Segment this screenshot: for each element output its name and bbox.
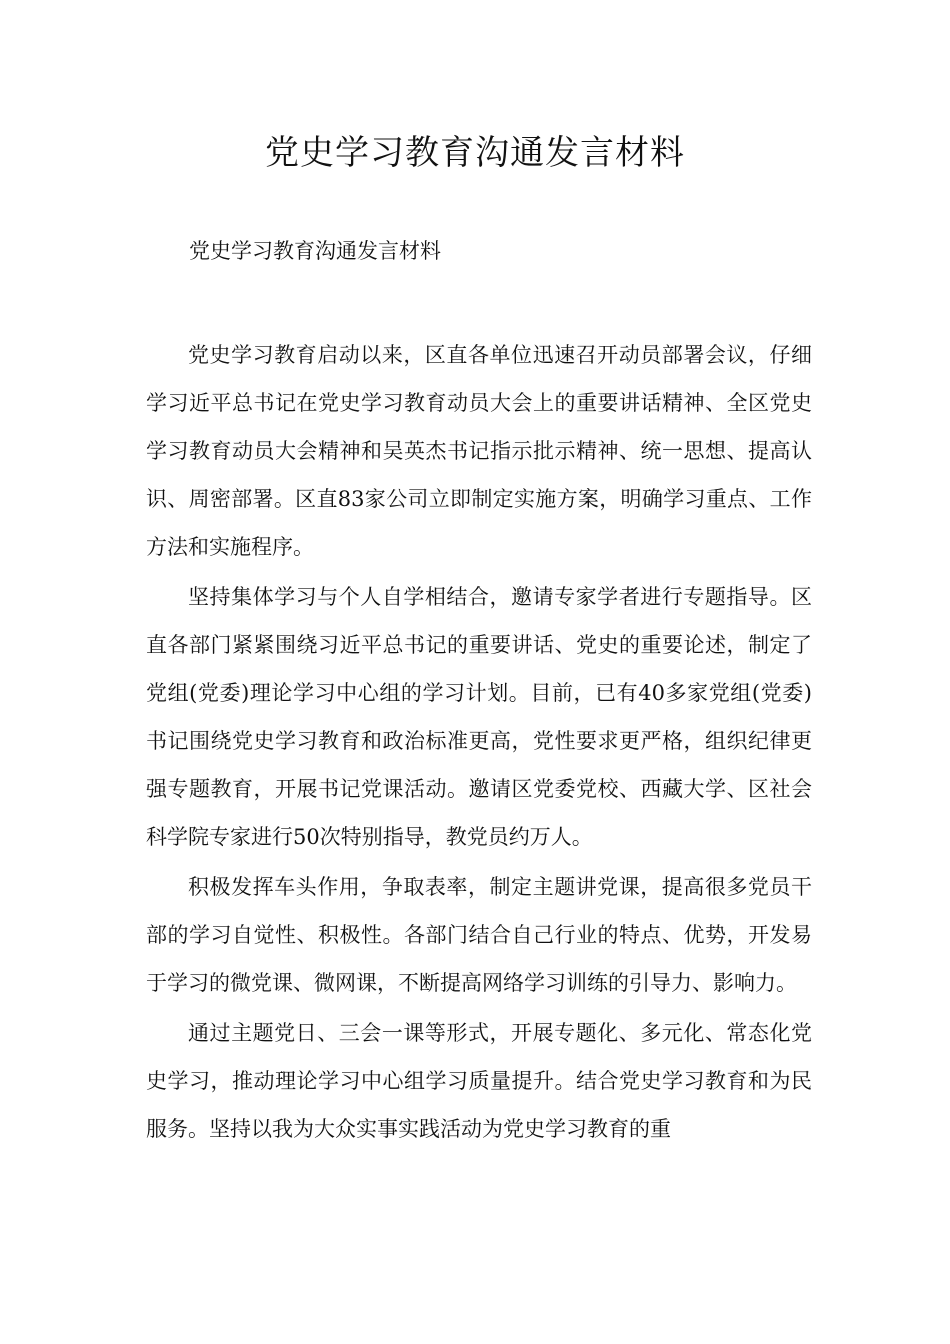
document-title: 党史学习教育沟通发言材料	[265, 133, 685, 173]
paragraph-4: 通过主题党日、三会一课等形式，开展专题化、多元化、常态化党史学习，推动理论学习中心组学习质量提升。结合党史学习教育和为民服务。坚持以我为大众实事实践活动为党史学习教育的重	[146, 1021, 812, 1141]
document-body	[146, 331, 812, 1155]
document-subtitle: 党史学习教育沟通发言材料	[189, 239, 441, 263]
paragraph-1: 党史学习教育启动以来，区直各单位迅速召开动员部署会议，仔细学习近平总书记在党史学习教育动员大会上的重要讲话精神、全区党史学习教育动员大会精神和吴英杰书记指示批示精神、统一思想、提高认识、周密部署。区直83家公司立即制定实施方案，明确学习重点、工作方法和实施程序。	[146, 343, 812, 559]
paragraph-3: 积极发挥车头作用，争取表率，制定主题讲党课，提高很多党员干部的学习自觉性、积极性。各部门结合自己行业的特点、优势，开发易于学习的微党课、微网课，不断提高网络学习训练的引导力、影响力。	[146, 875, 812, 995]
paragraph-2: 坚持集体学习与个人自学相结合，邀请专家学者进行专题指导。区直各部门紧紧围绕习近平总书记的重要讲话、党史的重要论述，制定了党组(党委)理论学习中心组的学习计划。目前，已有40多家党组(党委)书记围绕党史学习教育和政治标准更高，党性要求更严格，组织纪律更强专题教育，开展书记党课活动。邀请区党委党校、西藏大学、区社会科学院专家进行50次特别指导，教党员约万人。	[146, 585, 812, 849]
